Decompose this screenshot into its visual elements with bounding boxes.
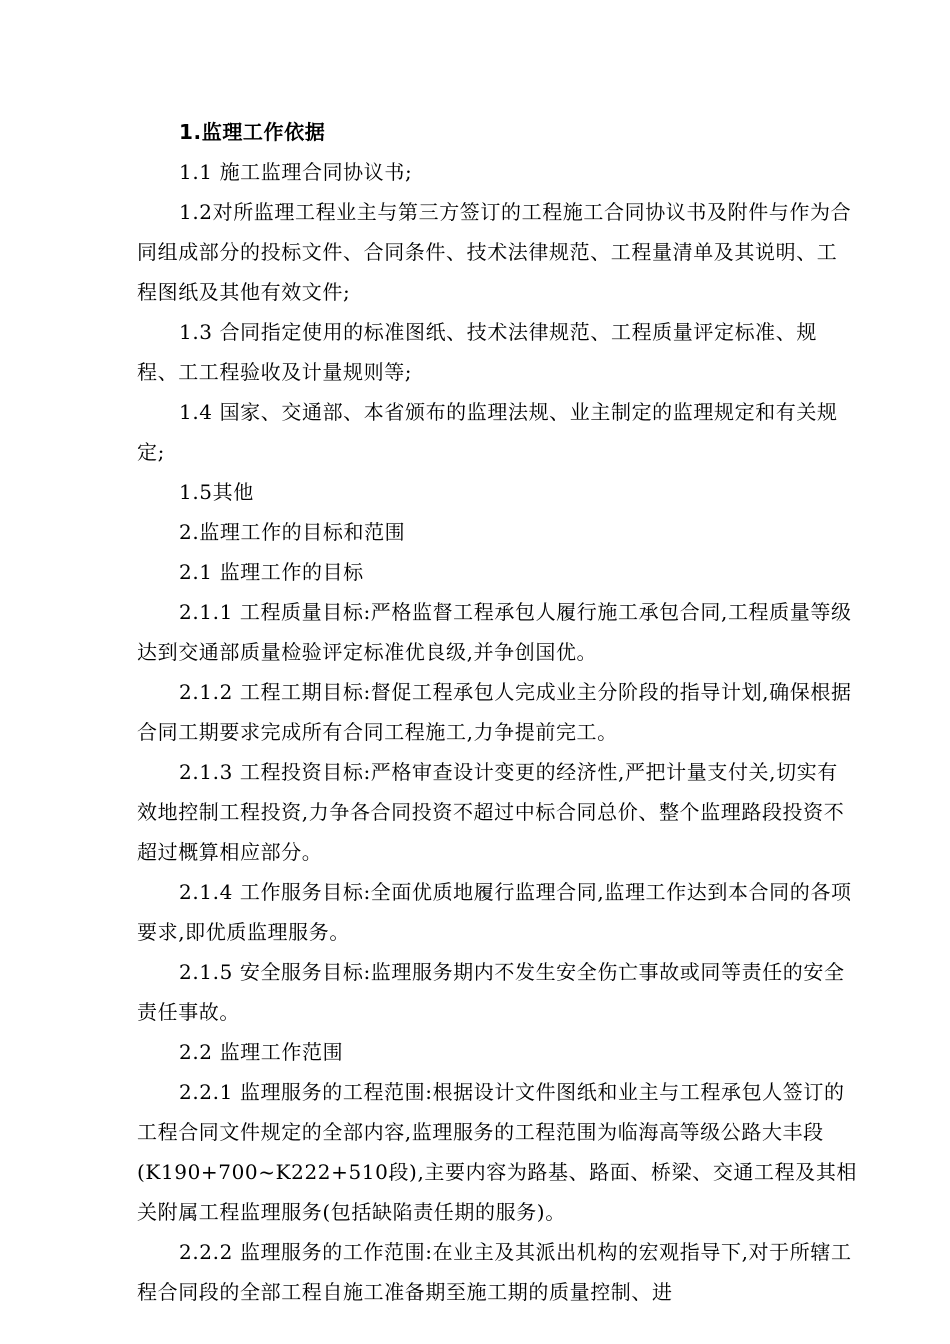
paragraph-2-1-3: 2.1.3 工程投资目标:严格审查设计变更的经济性,严把计量支付关,切实有效地控制工程投资,力争各合同投资不超过中标合同总价、整个监理路段投资不超过概算相应部分。	[137, 760, 845, 864]
paragraph-1-1: 1.1 施工监理合同协议书;	[179, 160, 413, 184]
paragraph-2-2-1: 2.2.1 监理服务的工程范围:根据设计文件图纸和业主与工程承包人签订的工程合同文件规定的全部内容,监理服务的工程范围为临海高等级公路大丰段(K190+700~K222+510段),主要内容为路基、路面、桥梁、交通工程及其相关附属工程监理服务(包括缺陷责任期的服务)。	[137, 1080, 858, 1224]
paragraph-2-2-2: 2.2.2 监理服务的工作范围:在业主及其派出机构的宏观指导下,对于所辖工程合同段的全部工程自施工准备期至施工期的质量控制、进	[137, 1240, 852, 1304]
paragraph-1-3: 1.3 合同指定使用的标准图纸、技术法律规范、工程质量评定标准、规程、工工程验收及计量规则等;	[137, 320, 817, 384]
section-heading-basis: 1.监理工作依据	[179, 120, 326, 144]
paragraph-2-1-4: 2.1.4 工作服务目标:全面优质地履行监理合同,监理工作达到本合同的各项要求,即优质监理服务。	[137, 880, 852, 944]
paragraph-1-5: 1.5其他	[179, 480, 254, 504]
subsection-heading-goals: 2.1 监理工作的目标	[179, 560, 364, 584]
paragraph-2-1-5: 2.1.5 安全服务目标:监理服务期内不发生安全伤亡事故或同等责任的安全责任事故。	[137, 960, 845, 1024]
paragraph-1-4: 1.4 国家、交通部、本省颁布的监理法规、业主制定的监理规定和有关规定;	[137, 400, 838, 464]
document-body	[137, 112, 857, 1312]
section-heading-goals-scope: 2.监理工作的目标和范围	[179, 520, 406, 544]
paragraph-2-1-1: 2.1.1 工程质量目标:严格监督工程承包人履行施工承包合同,工程质量等级达到交通部质量检验评定标准优良级,并争创国优。	[137, 600, 852, 664]
subsection-heading-scope: 2.2 监理工作范围	[179, 1040, 344, 1064]
paragraph-1-2: 1.2对所监理工程业主与第三方签订的工程施工合同协议书及附件与作为合同组成部分的投标文件、合同条件、技术法律规范、工程量清单及其说明、工程图纸及其他有效文件;	[137, 200, 852, 304]
paragraph-2-1-2: 2.1.2 工程工期目标:督促工程承包人完成业主分阶段的指导计划,确保根据合同工期要求完成所有合同工程施工,力争提前完工。	[137, 680, 852, 744]
